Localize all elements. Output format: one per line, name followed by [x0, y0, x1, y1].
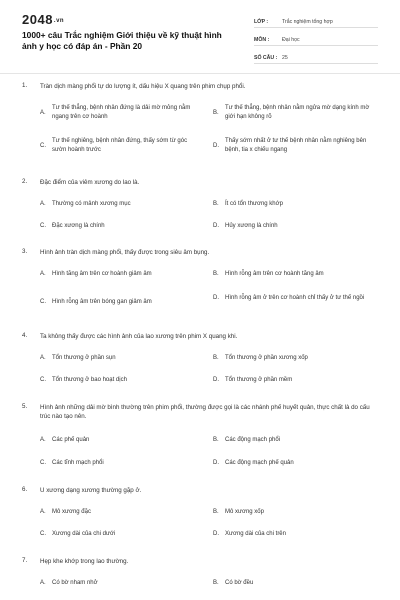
- option-c[interactable]: [40, 222, 182, 231]
- option-a[interactable]: [40, 354, 182, 363]
- option-text: Tổn thương ở phần xương xốp: [225, 355, 308, 361]
- option-letter: A.: [40, 109, 46, 116]
- option-d[interactable]: [213, 376, 375, 385]
- option-b[interactable]: [213, 354, 375, 363]
- question-number: 3.: [22, 248, 28, 255]
- question-number: 4.: [22, 332, 28, 339]
- option-letter: C.: [40, 223, 46, 229]
- option-c[interactable]: [40, 530, 182, 539]
- option-d[interactable]: [213, 137, 375, 155]
- option-letter: C.: [40, 377, 46, 383]
- option-text: Các phế quản: [52, 437, 90, 443]
- question-number: 2.: [22, 178, 28, 185]
- option-c[interactable]: [40, 376, 182, 385]
- option-letter: C.: [40, 460, 46, 466]
- option-text: Các tĩnh mạch phổi: [52, 460, 104, 466]
- option-letter: D.: [213, 377, 219, 383]
- option-letter: D.: [213, 223, 219, 229]
- option-text: Thấy sớm nhất ở tư thế bệnh nhân nằm nghiêng bên bệnh, tia x chiếu ngang: [225, 138, 367, 153]
- option-letter: D.: [213, 295, 219, 301]
- question-number: 6.: [22, 486, 28, 493]
- meta-value: Trắc nghiệm tổng hợp: [282, 19, 333, 25]
- option-text: Hình rỗng âm trên cơ hoành tăng âm: [225, 271, 324, 277]
- meta-label: MÔN :: [254, 37, 270, 43]
- option-c[interactable]: [40, 459, 182, 468]
- option-text: Các động mạch phổi: [225, 437, 281, 443]
- option-letter: B.: [213, 509, 219, 515]
- option-b[interactable]: [213, 436, 355, 445]
- option-a[interactable]: [40, 200, 182, 209]
- question-number: 7.: [22, 557, 28, 564]
- option-text: Tư thế thẳng, bệnh nhân nằm ngửa mờ dạng kính mờ giới hạn không rõ: [225, 105, 370, 120]
- option-letter: B.: [213, 437, 219, 443]
- option-text: Xương dài của chi dưới: [52, 531, 116, 537]
- question-number: 5.: [22, 403, 28, 410]
- option-letter: A.: [40, 271, 46, 277]
- option-letter: A.: [40, 201, 46, 207]
- question-text: Ta không thấy được các hình ảnh của lao xương trên phim X quang khi.: [40, 333, 238, 340]
- option-b[interactable]: [213, 104, 375, 122]
- meta-value: Đại học: [282, 37, 300, 43]
- question-text: Hình ảnh tràn dịch màng phổi, thấy được trong siêu âm bụng.: [40, 249, 210, 256]
- option-a[interactable]: [40, 436, 182, 445]
- option-text: Tư thế nghiêng, bệnh nhân đứng, thấy sớm từ góc sườn hoành trước: [52, 138, 188, 153]
- option-text: Đặc xương là chính: [52, 223, 105, 229]
- option-text: Mô xương đặc: [52, 509, 91, 515]
- option-letter: C.: [40, 299, 46, 305]
- question-text: Hình ảnh những dải mờ bình thường trên phim phổi, thường được gọi là các nhánh phế huyết quản, thực chất là do cấu trúc nào tạo nên.: [40, 404, 370, 420]
- meta-row-count: [254, 48, 378, 64]
- meta-label: LỚP :: [254, 19, 269, 25]
- option-text: Hình tăng âm trên cơ hoành giảm âm: [52, 271, 152, 277]
- meta-value: 25: [282, 55, 288, 61]
- option-d[interactable]: [213, 294, 375, 303]
- option-letter: B.: [213, 355, 219, 361]
- option-text: Tổn thương ở bao hoạt dịch: [52, 377, 127, 383]
- question-number: 1.: [22, 82, 28, 89]
- option-text: Hủy xương là chính: [225, 223, 278, 229]
- option-letter: B.: [213, 271, 219, 277]
- option-letter: D.: [213, 460, 219, 466]
- meta-info: [254, 12, 378, 66]
- meta-row-subject: [254, 30, 378, 46]
- option-text: Thường có mảnh xương mục: [52, 201, 131, 207]
- header-divider: [0, 73, 400, 74]
- option-b[interactable]: [213, 508, 355, 517]
- logo-text: 2048: [22, 12, 53, 27]
- option-d[interactable]: [213, 459, 375, 468]
- option-letter: C.: [40, 531, 46, 537]
- option-letter: A.: [40, 355, 46, 361]
- option-text: Tổn thương ở phần sụn: [52, 355, 116, 361]
- question-text: Đặc điểm của viêm xương do lao là.: [40, 179, 140, 186]
- option-text: Có bờ nham nhở: [52, 580, 98, 586]
- question-text: Hẹp khe khớp trong lao thường.: [40, 558, 129, 565]
- option-text: Có bờ đều: [225, 580, 254, 586]
- option-a[interactable]: [40, 104, 197, 122]
- option-b[interactable]: [213, 579, 355, 588]
- question-text: U xương dạng xương thường gặp ở.: [40, 487, 142, 494]
- option-letter: A.: [40, 509, 46, 515]
- document-title: 1000+ câu Trắc nghiệm Giới thiệu về kỹ thuật hình ảnh y học có đáp án - Phần 20: [22, 30, 222, 51]
- option-text: Xương dài của chi trên: [225, 531, 286, 537]
- option-text: Tư thế thẳng, bệnh nhân đứng là dải mờ mỏng nằm ngang trên cơ hoành: [52, 105, 191, 120]
- option-letter: B.: [213, 201, 219, 207]
- option-letter: B.: [213, 580, 219, 586]
- question-text: Tràn dịch màng phổi tự do lượng ít, dấu hiệu X quang trên phim chụp phổi.: [40, 83, 246, 90]
- option-text: Tổn thương ở phần mềm: [225, 377, 293, 383]
- option-letter: A.: [40, 437, 46, 443]
- option-b[interactable]: [213, 200, 355, 209]
- option-c[interactable]: [40, 298, 202, 307]
- option-letter: C.: [40, 142, 46, 149]
- option-c[interactable]: [40, 137, 197, 155]
- option-letter: D.: [213, 531, 219, 537]
- option-text: Hình rỗng âm ở trên cơ hoành chỉ thấy ở tư thế ngồi: [225, 295, 365, 301]
- option-letter: B.: [213, 109, 219, 116]
- option-a[interactable]: [40, 508, 182, 517]
- option-text: Các động mạch phế quản: [225, 460, 294, 466]
- meta-label: SỐ CÂU :: [254, 55, 278, 61]
- option-text: Mô xương xốp: [225, 509, 264, 515]
- option-a[interactable]: [40, 579, 182, 588]
- option-d[interactable]: [213, 530, 355, 539]
- option-text: Hình rỗng âm trên bóng gan giảm âm: [52, 299, 152, 305]
- site-logo[interactable]: [22, 12, 64, 27]
- option-letter: D.: [213, 142, 219, 149]
- option-text: Ít có tổn thương khớp: [225, 201, 283, 207]
- meta-row-class: [254, 12, 378, 28]
- option-a[interactable]: [40, 270, 202, 279]
- header: [0, 0, 400, 72]
- option-b[interactable]: [213, 270, 375, 279]
- option-d[interactable]: [213, 222, 355, 231]
- logo-suffix: .vn: [53, 17, 65, 24]
- option-letter: A.: [40, 580, 46, 586]
